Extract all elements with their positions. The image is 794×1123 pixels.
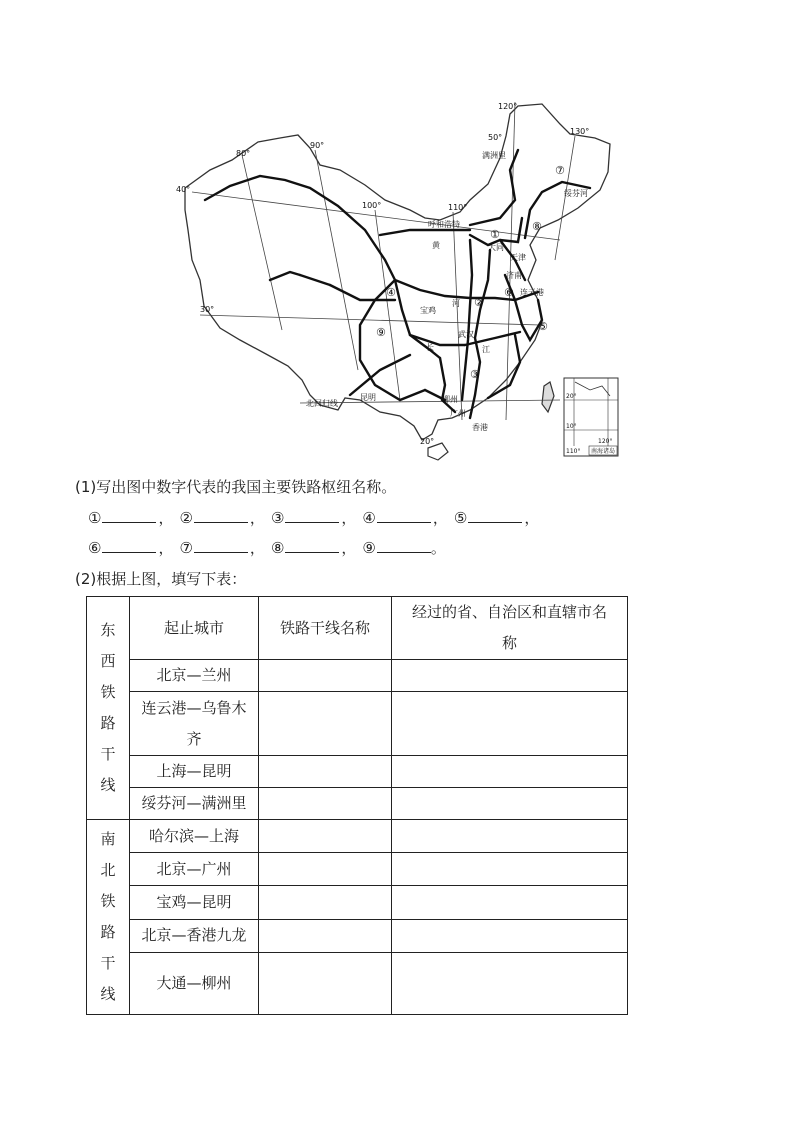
city-pair: [130, 692, 259, 756]
hub-marker-4: ④: [386, 286, 396, 299]
hub-marker-1: ①: [490, 228, 500, 241]
group-char: 干: [100, 954, 116, 972]
comma: ，: [249, 509, 265, 527]
header-line-name: 铁路干线名称: [259, 597, 392, 660]
answer-blank-7[interactable]: [194, 538, 248, 553]
lon-label-90: 90°: [310, 141, 325, 150]
inset-lon-120: 120°: [598, 438, 613, 445]
comma: ，: [249, 539, 265, 557]
group-char: 东: [100, 621, 116, 639]
lon-label-80: 80°: [236, 149, 251, 158]
group-char: 路: [100, 923, 116, 941]
header-provinces: [392, 597, 628, 660]
group-char: 西: [100, 652, 116, 670]
provinces-cell[interactable]: [392, 886, 628, 919]
table-row: [87, 692, 628, 756]
lon-label-120: 120°: [498, 102, 518, 111]
city-tianjin: 天津: [510, 253, 526, 262]
comma: ，: [341, 509, 357, 527]
hub-marker-8: ⑧: [532, 220, 542, 233]
header-provinces-line1: 经过的省、自治区和直辖市名: [411, 603, 607, 621]
table-row: [87, 952, 628, 1014]
city-manzhouli: 满洲里: [482, 151, 506, 160]
group-char: 线: [100, 776, 116, 794]
provinces-cell[interactable]: [392, 952, 628, 1014]
city-lianyungang: 连云港: [520, 288, 544, 297]
lon-label-130: 130°: [570, 127, 590, 136]
city-hohhot: 呼和浩特: [428, 220, 460, 229]
comma: ，: [432, 509, 448, 527]
city-datong: 大同: [488, 243, 504, 252]
table-row: [87, 756, 628, 788]
tropic-label: 北回归线: [306, 399, 338, 408]
city-liuzhou: 柳州: [442, 395, 458, 404]
city-suifenhe: 绥芬河: [564, 189, 588, 198]
provinces-cell[interactable]: [392, 756, 628, 788]
city-pair: 北京—广州: [130, 853, 259, 886]
hub-marker-3: ③: [470, 368, 480, 381]
river-label-huang: 黄: [432, 241, 440, 250]
lat-label-40: 40°: [176, 185, 191, 194]
table-row: [87, 853, 628, 886]
period: 。: [430, 539, 446, 557]
line-name-cell[interactable]: [259, 692, 392, 756]
group-char: 干: [100, 745, 116, 763]
river-label-chang: 长: [426, 343, 434, 352]
ns-group-label: [87, 820, 130, 1015]
line-name-cell[interactable]: [259, 919, 392, 952]
city-pair: 大通—柳州: [130, 952, 259, 1014]
group-char: 路: [100, 714, 116, 732]
south-china-sea-inset: [564, 378, 618, 456]
line-name-cell[interactable]: [259, 886, 392, 919]
city-jinan: 济南: [506, 271, 522, 280]
question-2-prompt: (2)根据上图，填写下表：: [75, 570, 247, 588]
city-pair-line2: 齐: [186, 729, 202, 748]
hub-number-8: ⑧: [270, 539, 285, 557]
answer-blank-8[interactable]: [285, 538, 339, 553]
lat-label-20: 20°: [420, 437, 435, 446]
hub-marker-2: ②: [474, 296, 484, 309]
inset-lon-110: 110°: [566, 448, 581, 455]
table-row: [87, 820, 628, 853]
line-name-cell[interactable]: [259, 952, 392, 1014]
city-pair-line1: 连云港—乌鲁木: [141, 698, 247, 717]
hub-number-1: ①: [88, 509, 102, 527]
provinces-cell[interactable]: [392, 660, 628, 692]
lat-label-50: 50°: [488, 133, 503, 142]
answer-blank-1[interactable]: [102, 508, 156, 523]
group-char: 北: [100, 861, 116, 879]
line-name-cell[interactable]: [259, 853, 392, 886]
city-baoji: 宝鸡: [420, 306, 436, 315]
city-kunming: 昆明: [360, 393, 376, 402]
hub-number-5: ⑤: [453, 509, 468, 527]
comma: ，: [524, 509, 540, 527]
table-row: [87, 919, 628, 952]
city-hongkong: 香港: [472, 423, 488, 432]
comma: ，: [158, 509, 174, 527]
comma: ，: [158, 539, 174, 557]
answer-blank-6[interactable]: [102, 538, 156, 553]
city-pair: 宝鸡—昆明: [130, 886, 259, 919]
river-label-he: 河: [452, 299, 460, 308]
group-char: 铁: [100, 683, 116, 701]
city-pair: 哈尔滨—上海: [130, 820, 259, 853]
city-pair: 北京—兰州: [130, 660, 259, 692]
line-name-cell[interactable]: [259, 660, 392, 692]
hub-number-4: ④: [362, 509, 376, 527]
provinces-cell[interactable]: [392, 820, 628, 853]
answer-blank-3[interactable]: [285, 508, 339, 523]
line-name-cell[interactable]: [259, 820, 392, 853]
city-guangzhou: 广州: [450, 409, 466, 418]
hub-number-7: ⑦: [179, 539, 193, 557]
city-pair: 上海—昆明: [130, 756, 259, 788]
hub-marker-5: ⑤: [538, 320, 548, 333]
ew-group-label: [87, 597, 130, 820]
inset-label: 南海诸岛: [591, 448, 616, 455]
hub-marker-7: ⑦: [555, 164, 565, 177]
river-label-jiang: 江: [482, 345, 490, 354]
lat-label-30: 30°: [200, 305, 215, 314]
hub-number-6: ⑥: [88, 539, 102, 557]
line-name-cell[interactable]: [259, 788, 392, 820]
line-name-cell[interactable]: [259, 756, 392, 788]
taiwan-island: [542, 382, 554, 412]
lon-label-110: 110°: [448, 203, 468, 212]
provinces-cell[interactable]: [392, 919, 628, 952]
answer-blank-4[interactable]: [377, 508, 431, 523]
header-city: 起止城市: [130, 597, 259, 660]
railway-table: [86, 596, 628, 1015]
table-row: [87, 788, 628, 820]
table-row: [87, 660, 628, 692]
answer-row-2: [88, 538, 446, 558]
lon-label-100: 100°: [362, 201, 382, 210]
city-pair: 绥芬河—满洲里: [130, 788, 259, 820]
inset-lat-10: 10°: [566, 423, 577, 430]
answer-blank-5[interactable]: [468, 508, 522, 523]
hub-marker-9: ⑨: [376, 326, 386, 339]
inset-lat-20: 20°: [566, 393, 577, 400]
question-1-prompt: (1)写出图中数字代表的我国主要铁路枢纽名称。: [75, 478, 397, 496]
header-provinces-line2: 称: [501, 634, 517, 652]
group-char: 南: [100, 830, 116, 848]
table-row: [87, 886, 628, 919]
answer-blank-9[interactable]: [377, 538, 431, 553]
hub-number-3: ③: [270, 509, 285, 527]
hub-marker-6: ⑥: [504, 286, 514, 299]
city-wuhan: 武汉: [458, 330, 474, 339]
provinces-cell[interactable]: [392, 692, 628, 756]
group-char: 线: [100, 985, 116, 1003]
china-railway-map: [170, 100, 622, 462]
table-header-row: [87, 597, 628, 660]
hub-number-2: ②: [179, 509, 193, 527]
provinces-cell[interactable]: [392, 853, 628, 886]
provinces-cell[interactable]: [392, 788, 628, 820]
answer-blank-2[interactable]: [194, 508, 248, 523]
answer-row-1: [88, 508, 545, 528]
group-char: 铁: [100, 892, 116, 910]
city-pair: 北京—香港九龙: [130, 919, 259, 952]
comma: ，: [341, 539, 357, 557]
hub-number-9: ⑨: [362, 539, 376, 557]
